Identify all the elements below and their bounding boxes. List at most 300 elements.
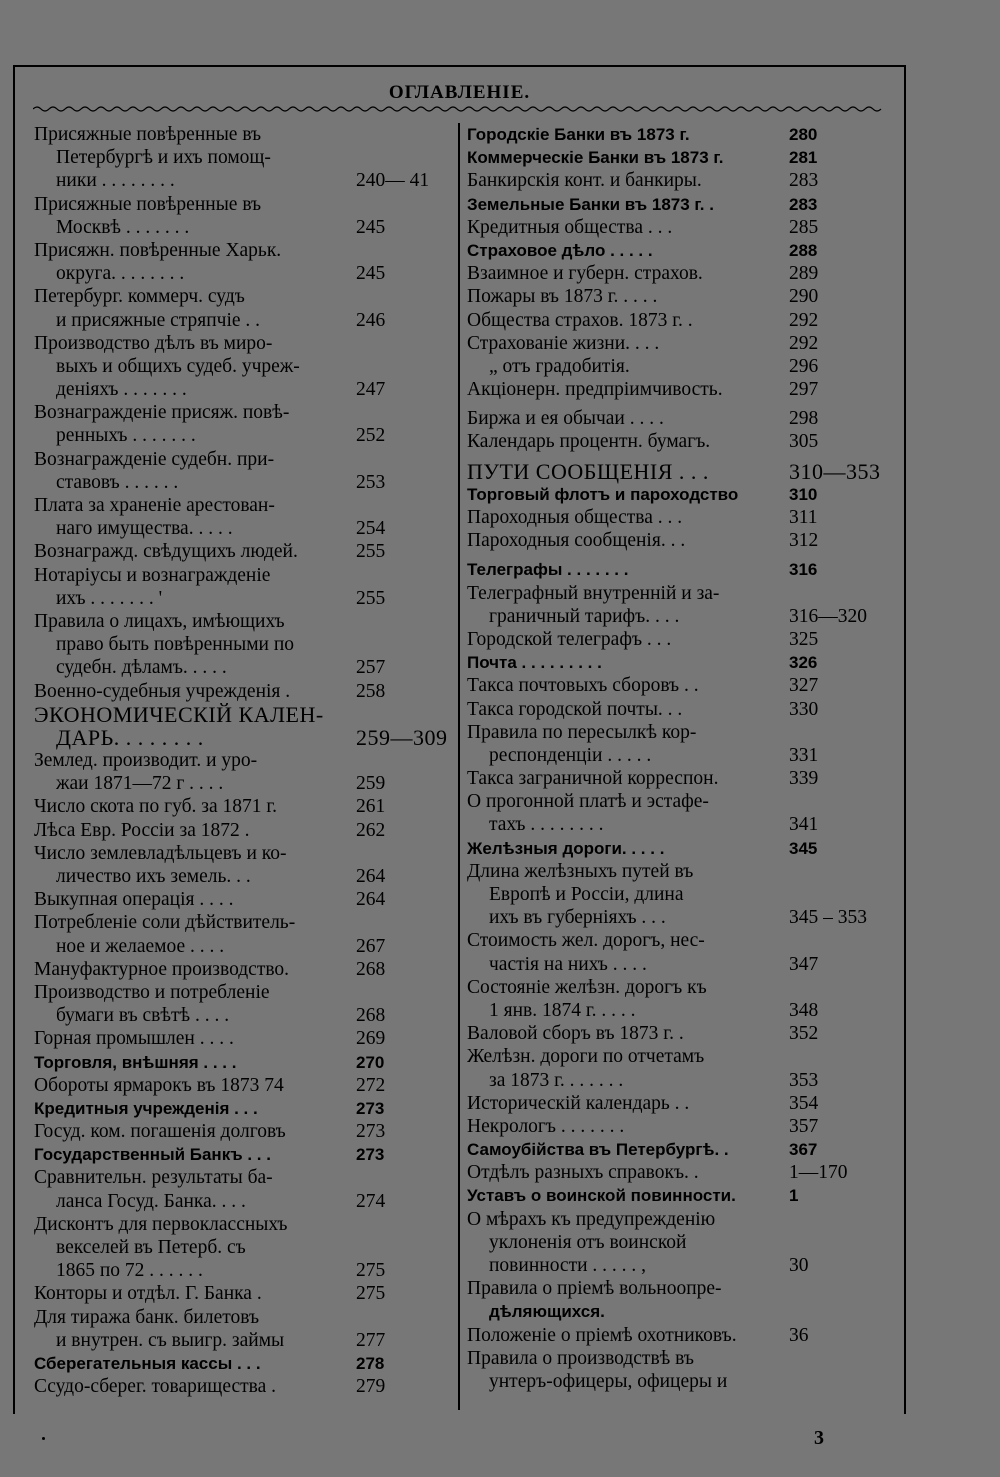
toc-entry-title: Плата за храненіе арестован-: [34, 495, 275, 516]
toc-entry-title: ихъ . . . . . . . ': [56, 587, 163, 609]
toc-entry-title: Обороты ярмарокъ въ 1873 74: [34, 1074, 284, 1096]
toc-entry: [467, 674, 881, 697]
toc-entry-title: Банкирскія конт. и банкиры.: [467, 170, 702, 192]
toc-entry: [467, 146, 881, 169]
toc-entry-page: 36: [789, 1324, 809, 1346]
toc-entry-title: Взаимное и губерн. страхов.: [467, 263, 703, 285]
toc-entry: [467, 582, 881, 605]
wavy-rule: [33, 105, 883, 113]
toc-entry-title: ренныхъ . . . . . . .: [56, 425, 196, 447]
toc-entry: [467, 605, 881, 628]
toc-entry-page: 257: [356, 657, 386, 679]
toc-entry-title: Производство дѣлъ въ миро-: [34, 332, 273, 354]
toc-entry: [467, 628, 881, 651]
toc-entry-page: 280: [789, 125, 818, 144]
toc-entry: [34, 262, 452, 285]
toc-entry: [34, 888, 452, 911]
toc-entry-page: 283: [789, 194, 818, 214]
toc-entry: [34, 1051, 452, 1074]
toc-entry: [467, 883, 881, 906]
toc-entry: [34, 1097, 452, 1120]
toc-entry-page: 253: [356, 471, 386, 493]
toc-right-column: [467, 123, 881, 1393]
toc-entry: [34, 424, 452, 447]
toc-entry: [34, 726, 452, 749]
page-number: 3: [814, 1427, 824, 1449]
toc-entry-title: Состояніе желѣзн. дорогъ къ: [467, 976, 707, 998]
toc-entry: [34, 1074, 452, 1097]
toc-entry-title: Сравнительн. результаты ба-: [34, 1167, 273, 1189]
toc-entry-page: 290: [789, 286, 819, 308]
toc-entry: [467, 906, 881, 929]
toc-entry: [467, 430, 881, 453]
toc-entry-title: Городскіе Банки въ 1873 г.: [467, 125, 690, 144]
toc-entry-title: Петербургѣ и ихъ помощ-: [56, 147, 271, 169]
toc-entry-title: Кредитныя учрежденія . . .: [34, 1098, 258, 1118]
toc-entry-title: деніяхъ . . . . . . .: [56, 379, 187, 401]
toc-entry-page: 316—320: [789, 605, 867, 627]
toc-entry-title: Землед. производит. и уро-: [34, 750, 258, 772]
toc-entry-title: 1865 по 72 . . . . . .: [56, 1260, 203, 1282]
toc-entry-title: Земельные Банки въ 1873 г. .: [467, 194, 714, 214]
toc-entry-title: ставовъ . . . . . .: [56, 471, 179, 493]
toc-entry-title: Такса почтовыхъ сборовъ . .: [467, 675, 699, 697]
toc-entry: [34, 332, 452, 355]
toc-entry-title: О мѣрахъ къ предупрежденію: [467, 1208, 716, 1230]
toc-entry-page: 1: [789, 1186, 799, 1206]
toc-entry: [467, 1161, 881, 1184]
toc-entry-title: Выкупная операція . . . .: [34, 889, 234, 911]
toc-entry-page: 285: [789, 216, 819, 238]
toc-entry: [34, 633, 452, 656]
toc-entry: [34, 610, 452, 633]
toc-entry-page: 275: [356, 1260, 386, 1282]
toc-entry-title: Москвѣ . . . . . . .: [56, 216, 190, 238]
toc-entry-title: Присяжн. повѣренные Харьк.: [34, 239, 282, 261]
toc-entry-title: Вознагражденіе судебн. при-: [34, 448, 275, 470]
toc-entry-title: Коммерческіе Банки въ 1873 г.: [467, 148, 724, 168]
toc-entry: [34, 378, 452, 401]
toc-entry: [467, 976, 881, 999]
toc-entry: [34, 517, 452, 540]
toc-entry: [34, 935, 452, 958]
toc-entry-page: 305: [789, 431, 819, 453]
toc-entry: [467, 1231, 881, 1254]
toc-entry: [34, 448, 452, 471]
toc-entry-page: 254: [356, 518, 386, 540]
toc-entry-title: округа. . . . . . . .: [56, 263, 185, 285]
toc-entry: [34, 703, 452, 726]
toc-entry-title: Пароходныя общества . . .: [467, 507, 683, 528]
toc-entry-title: Лѣса Евр. Россіи за 1872 .: [34, 819, 250, 841]
toc-entry: [467, 460, 881, 483]
toc-entry: [34, 494, 452, 517]
toc-entry: [467, 309, 881, 332]
toc-entry: [467, 558, 881, 581]
toc-entry-title: Горная промышлен . . . .: [34, 1028, 234, 1050]
toc-entry-page: 267: [356, 935, 386, 957]
toc-entry-page: 341: [789, 814, 819, 836]
column-divider: [458, 123, 460, 1410]
toc-entry-page: 240— 41: [356, 170, 430, 192]
toc-entry-title: 1 янв. 1874 г. . . . .: [489, 999, 636, 1021]
toc-entry-title: Некрологъ . . . . . . .: [467, 1115, 625, 1137]
toc-entry-title: Правила о лицахъ, имѣющихъ: [34, 610, 285, 632]
toc-entry: [467, 1300, 881, 1323]
toc-entry-title: Сберегательныя кассы . . .: [34, 1353, 261, 1373]
toc-entry: [467, 837, 881, 860]
toc-entry: [34, 1259, 452, 1282]
toc-entry-title: Желѣзн. дороги по отчетамъ: [467, 1046, 705, 1068]
toc-entry-page: 272: [356, 1074, 386, 1096]
toc-entry-page: 311: [789, 507, 818, 528]
toc-entry: [467, 1092, 881, 1115]
toc-entry: [34, 1213, 452, 1236]
toc-entry-title: Городской телеграфъ . . .: [467, 628, 672, 650]
toc-entry: [34, 911, 452, 934]
toc-entry-title: Желѣзныя дороги. . . . .: [467, 838, 665, 858]
toc-entry-title: Для тиража банк. билетовъ: [34, 1306, 260, 1328]
toc-entry: [34, 169, 452, 192]
toc-entry: [467, 1115, 881, 1138]
toc-entry: [467, 1069, 881, 1092]
toc-entry: [34, 471, 452, 494]
toc-entry-title: граничный тарифъ. . . .: [489, 605, 680, 627]
toc-entry: [467, 216, 881, 239]
toc-entry: [467, 239, 881, 262]
toc-entry: [467, 813, 881, 836]
toc-entry: [467, 1347, 881, 1370]
toc-entry-title: Число скота по губ. за 1871 г.: [34, 796, 278, 818]
toc-entry-title: „ отъ градобитія.: [489, 355, 630, 377]
toc-entry-title: судебн. дѣламъ. . . . .: [56, 657, 227, 679]
toc-entry: [467, 790, 881, 813]
toc-entry: [34, 1143, 452, 1166]
toc-entry-title: Валовой сборъ въ 1873 г. .: [467, 1023, 684, 1045]
toc-entry-page: 289: [789, 263, 819, 285]
toc-entry-title: респонденціи . . . . .: [489, 744, 652, 766]
toc-entry-title: личество ихъ земель. . .: [56, 866, 251, 887]
toc-entry-page: 292: [789, 309, 819, 331]
toc-entry-title: Акціонерн. предпріимчивость.: [467, 379, 723, 401]
toc-entry-title: жаи 1871—72 г . . . .: [56, 773, 224, 795]
toc-entry: [467, 860, 881, 883]
toc-entry-title: Правила о производствѣ въ: [467, 1347, 694, 1369]
toc-entry-page: 325: [789, 628, 819, 650]
toc-entry-title: Торговый флотъ и пароходство: [467, 484, 739, 504]
toc-entry-page: 326: [789, 653, 818, 673]
toc-entry-title: Уставъ о воинской повинности.: [467, 1186, 736, 1206]
toc-entry: [34, 146, 452, 169]
toc-entry: [467, 169, 881, 192]
toc-entry-page: 30: [789, 1255, 809, 1276]
toc-entry-title: Правила о пріемѣ вольноопре-: [467, 1278, 722, 1300]
toc-entry-title: Военно-судебныя учрежденія .: [34, 680, 291, 702]
toc-entry-title: выхъ и общихъ судеб. учреж-: [56, 355, 300, 377]
toc-entry: [467, 285, 881, 308]
toc-entry-page: 245: [356, 263, 386, 285]
ink-speck: [42, 1437, 45, 1440]
toc-entry-page: 339: [789, 768, 819, 790]
toc-entry: [34, 656, 452, 679]
toc-entry: [34, 1004, 452, 1027]
toc-entry-title: Вознагражденіе присяж. повѣ-: [34, 402, 290, 424]
toc-entry: [467, 506, 881, 529]
toc-entry: [467, 721, 881, 744]
toc-entry-title: бумаги въ свѣтѣ . . . .: [56, 1005, 230, 1027]
toc-entry-page: 298: [789, 408, 819, 430]
toc-entry-title: повинности . . . . . ,: [489, 1255, 647, 1276]
toc-entry: [34, 865, 452, 888]
toc-entry-title: Положеніе о пріемѣ охотниковъ.: [467, 1324, 737, 1346]
toc-entry-title: частія на нихъ . . . .: [489, 953, 647, 975]
toc-entry: [34, 1282, 452, 1305]
toc-entry: [34, 1352, 452, 1375]
toc-entry-title: Историческій календарь . .: [467, 1092, 690, 1114]
toc-entry-page: 245: [356, 216, 386, 238]
toc-entry-title: Длина желѣзныхъ путей въ: [467, 860, 694, 882]
page-frame: [13, 65, 906, 1414]
toc-entry-page: 264: [356, 866, 386, 887]
toc-left-column: [34, 123, 452, 1398]
toc-entry: [34, 355, 452, 378]
toc-entry-title: Госуд. ком. погашенія долговъ: [34, 1121, 286, 1143]
toc-entry-title: ПУТИ СООБЩЕНІЯ . . .: [467, 458, 709, 484]
toc-entry-title: дѣляющихся.: [489, 1302, 605, 1322]
toc-entry-title: Мануфактурное производство.: [34, 958, 290, 980]
toc-entry: [34, 285, 452, 308]
toc-entry: [34, 1329, 452, 1352]
toc-entry: [34, 540, 452, 563]
toc-entry-title: Календарь процентн. бумагъ.: [467, 431, 711, 453]
toc-entry-title: ники . . . . . . . .: [56, 170, 175, 192]
toc-entry-title: Телеграфный внутренній и за-: [467, 582, 720, 604]
toc-entry: [34, 216, 452, 239]
toc-entry-title: Нотаріусы и вознагражденіе: [34, 564, 271, 586]
toc-entry: [467, 123, 881, 146]
toc-entry-title: уклоненія отъ воинской: [489, 1231, 687, 1253]
toc-entry-title: Самоубійства въ Петербургѣ. .: [467, 1140, 729, 1160]
toc-entry: [34, 1166, 452, 1189]
toc-entry-page: 330: [789, 698, 819, 720]
toc-entry-title: ихъ въ губерніяхъ . . .: [489, 907, 666, 929]
toc-entry-page: 278: [356, 1353, 385, 1373]
toc-entry-page: 268: [356, 1005, 386, 1027]
toc-entry-page: 247: [356, 379, 386, 401]
toc-entry-page: 268: [356, 958, 386, 980]
toc-entry-title: Производство и потребленіе: [34, 981, 270, 1003]
toc-entry-page: 273: [356, 1121, 386, 1143]
toc-entry: [34, 309, 452, 332]
toc-entry-page: 353: [789, 1069, 819, 1091]
toc-entry-page: 275: [356, 1283, 386, 1305]
toc-entry: [34, 401, 452, 424]
toc-entry: [467, 1184, 881, 1207]
toc-entry: [467, 1324, 881, 1347]
toc-entry-page: 292: [789, 332, 819, 354]
toc-entry-page: 367: [789, 1140, 818, 1160]
toc-entry: [467, 193, 881, 216]
toc-entry: [467, 1208, 881, 1231]
toc-entry-page: 283: [789, 170, 819, 192]
toc-entry-page: 345 – 353: [789, 907, 867, 929]
toc-entry-title: ДАРЬ. . . . . . . .: [56, 724, 204, 750]
toc-entry: [467, 929, 881, 952]
toc-entry: [467, 529, 881, 552]
toc-entry: [34, 772, 452, 795]
toc-entry-title: Пароходныя сообщенія. . .: [467, 530, 686, 552]
toc-entry-page: 1—170: [789, 1162, 848, 1184]
toc-entry-page: 255: [356, 587, 386, 609]
toc-entry-page: 258: [356, 680, 386, 702]
toc-entry: [34, 193, 452, 216]
toc-entry-page: 259: [356, 773, 386, 795]
toc-entry-title: Европѣ и Россіи, длина: [489, 884, 684, 905]
toc-entry-title: Правила по пересылкѣ кор-: [467, 721, 697, 743]
toc-entry: [467, 355, 881, 378]
page-title: ОГЛАВЛЕНІЕ.: [388, 82, 531, 103]
toc-entry-page: 274: [356, 1190, 386, 1212]
toc-entry-page: 261: [356, 796, 386, 818]
toc-entry-title: Телеграфы . . . . . . .: [467, 560, 629, 580]
toc-entry-title: О прогонной платѣ и эстафе-: [467, 791, 709, 813]
toc-entry: [34, 680, 452, 703]
toc-entry-title: Такса городской почты. . .: [467, 698, 683, 720]
toc-entry: [467, 1277, 881, 1300]
toc-entry-page: 259—309: [356, 724, 448, 750]
toc-entry: [34, 749, 452, 772]
toc-entry: [34, 958, 452, 981]
toc-entry-page: 255: [356, 541, 386, 563]
toc-entry-page: 357: [789, 1115, 819, 1137]
toc-entry: [34, 1027, 452, 1050]
toc-entry-title: Пожары въ 1873 г. . . . .: [467, 286, 658, 308]
toc-entry-title: унтеръ-офицеры, офицеры и: [489, 1370, 728, 1392]
toc-entry: [34, 587, 452, 610]
toc-entry-page: 310: [789, 484, 818, 504]
toc-entry: [34, 795, 452, 818]
toc-entry: [34, 564, 452, 587]
toc-entry: [467, 999, 881, 1022]
toc-entry: [467, 407, 881, 430]
toc-entry: [34, 1190, 452, 1213]
toc-entry-title: право быть повѣренными по: [56, 634, 295, 656]
toc-entry-page: 270: [356, 1052, 385, 1072]
toc-entry-page: 279: [356, 1376, 386, 1398]
toc-entry: [34, 1236, 452, 1259]
toc-entry-page: 296: [789, 355, 819, 377]
toc-entry-page: 281: [789, 148, 818, 168]
toc-entry: [34, 239, 452, 262]
toc-entry-title: и присяжные стряпчіе . .: [56, 309, 261, 331]
toc-entry: [467, 1022, 881, 1045]
toc-entry-page: 252: [356, 425, 386, 447]
toc-entry-page: 348: [789, 999, 819, 1021]
toc-entry-page: 277: [356, 1329, 386, 1351]
toc-entry-page: 273: [356, 1145, 385, 1165]
toc-entry: [467, 651, 881, 674]
toc-entry-title: Отдѣлъ разныхъ справокъ. .: [467, 1162, 699, 1184]
toc-entry: [34, 123, 452, 146]
toc-entry: [467, 378, 881, 401]
toc-entry-title: Петербург. коммерч. судъ: [34, 286, 245, 308]
toc-entry-page: 347: [789, 953, 819, 975]
toc-entry-title: ное и желаемое . . . .: [56, 935, 225, 957]
toc-entry-title: векселей въ Петерб. съ: [56, 1237, 246, 1258]
toc-entry: [467, 1045, 881, 1068]
toc-entry-title: наго имущества. . . . .: [56, 518, 233, 540]
toc-entry-page: 264: [356, 889, 386, 911]
toc-entry-title: тахъ . . . . . . . .: [489, 814, 604, 836]
toc-entry: [467, 767, 881, 790]
toc-entry: [467, 1370, 881, 1393]
toc-entry-title: Почта . . . . . . . . .: [467, 653, 602, 673]
toc-entry-title: Страховое дѣло . . . . .: [467, 240, 653, 260]
toc-entry-page: 273: [356, 1098, 385, 1118]
toc-entry-title: Стоимость жел. дорогъ, нес-: [467, 930, 705, 952]
toc-entry-title: и внутрен. съ выигр. займы: [56, 1329, 285, 1351]
toc-entry-title: Биржа и ея обычаи . . . .: [467, 408, 664, 430]
toc-entry: [34, 819, 452, 842]
toc-entry: [467, 953, 881, 976]
toc-entry-title: Присяжные повѣренные въ: [34, 193, 262, 215]
toc-entry: [467, 698, 881, 721]
toc-entry-page: 269: [356, 1028, 386, 1050]
toc-entry-title: Ссудо-сберег. товарищества .: [34, 1376, 276, 1398]
toc-entry-page: 310—353: [789, 458, 881, 484]
toc-entry-page: 297: [789, 379, 819, 401]
toc-entry: [467, 1138, 881, 1161]
toc-entry-title: Дисконтъ для первоклассныхъ: [34, 1213, 288, 1235]
toc-entry-title: Торговля, внѣшняя . . . .: [34, 1052, 237, 1072]
toc-entry: [467, 1254, 881, 1277]
toc-entry-title: Страхованіе жизни. . . .: [467, 332, 660, 354]
toc-entry-title: Потребленіе соли дѣйствитель-: [34, 912, 296, 934]
toc-entry-title: Вознагражд. свѣдущихъ людей.: [34, 541, 298, 563]
toc-entry-page: 288: [789, 240, 818, 260]
toc-entry-page: 312: [789, 530, 819, 552]
toc-entry: [34, 981, 452, 1004]
toc-entry-page: 316: [789, 560, 818, 580]
toc-entry: [34, 1306, 452, 1329]
toc-entry-page: 327: [789, 675, 819, 697]
toc-entry: [467, 332, 881, 355]
toc-entry: [467, 483, 881, 506]
toc-entry: [467, 262, 881, 285]
toc-entry-title: Такса заграничной корреспон.: [467, 768, 719, 790]
toc-entry-title: ЭКОНОМИЧЕСКІЙ КАЛЕН-: [34, 701, 324, 727]
toc-entry: [34, 842, 452, 865]
toc-entry-title: Число землевладѣльцевъ и ко-: [34, 842, 287, 864]
toc-entry-title: за 1873 г. . . . . . .: [489, 1069, 624, 1091]
toc-entry-title: Конторы и отдѣл. Г. Банка .: [34, 1283, 262, 1305]
toc-entry-page: 352: [789, 1023, 819, 1045]
toc-entry-title: Общества страхов. 1873 г. .: [467, 309, 693, 331]
toc-entry-title: ланса Госуд. Банка. . . .: [56, 1190, 246, 1212]
toc-entry-page: 331: [789, 744, 819, 766]
toc-entry-title: Присяжные повѣренные въ: [34, 124, 262, 145]
toc-entry: [34, 1120, 452, 1143]
toc-entry-page: 262: [356, 819, 386, 841]
toc-entry-page: 354: [789, 1092, 819, 1114]
toc-entry-title: Государственный Банкъ . . .: [34, 1145, 271, 1165]
toc-entry: [467, 744, 881, 767]
toc-body: [34, 123, 881, 1410]
toc-entry-page: 345: [789, 838, 818, 858]
toc-entry-page: 246: [356, 309, 386, 331]
toc-entry-title: Кредитныя общества . . .: [467, 216, 673, 238]
toc-entry: [34, 1375, 452, 1398]
